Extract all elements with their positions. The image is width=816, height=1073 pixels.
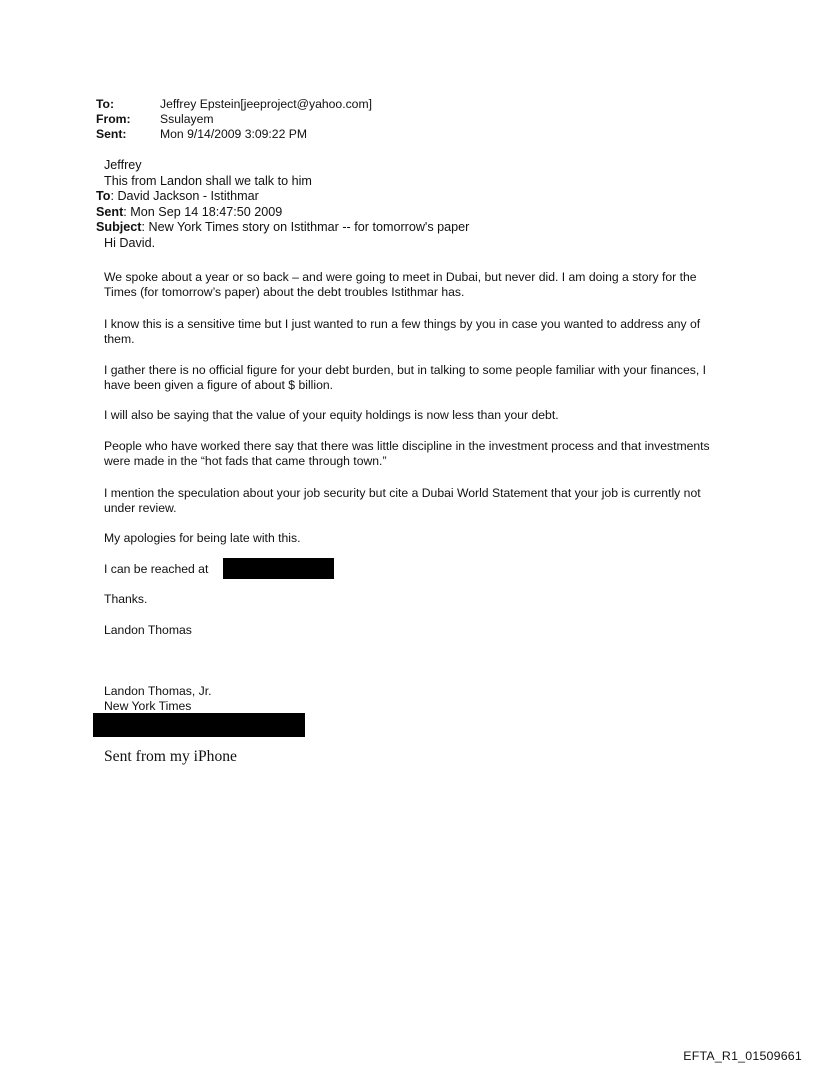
header-from-value: Ssulayem [160,112,214,126]
signature-organization: New York Times [104,699,192,713]
forward-note: This from Landon shall we talk to him [104,173,312,188]
header-sent-value: Mon 9/14/2009 3:09:22 PM [160,127,308,141]
message-paragraph-6: I mention the speculation about your job security but cite a Dubai World Statement that your job is currently not under review. [104,486,701,515]
header-from-label: From: [96,112,131,126]
message-paragraph-3: I gather there is no official figure for your debt burden, but in talking to some people familiar with your finances, I have been given a figure of about $ billion. [104,363,707,392]
header-sent-label: Sent: [96,127,127,141]
message-paragraph-5: People who have worked there say that there was little discipline in the investment process and that investments were made in the “hot fads that came through town.” [104,439,710,468]
redaction-phone-box [223,558,334,579]
header-from-row [96,112,372,127]
forward-sent-value: : Mon Sep 14 18:47:50 2009 [123,204,283,219]
forward-greeting: Jeffrey [104,158,142,172]
header-to-label: To: [96,97,115,111]
forward-to-line [96,189,469,205]
message-contact-line: I can be reached at [104,562,209,576]
forwarded-header [96,158,469,251]
message-signoff: Landon Thomas [104,623,192,637]
forward-to-label: To [96,189,111,203]
email-header [96,97,372,142]
message-paragraph-7: My apologies for being late with this. [104,531,301,545]
forward-to-value: : David Jackson - Istithmar [110,189,259,203]
message-thanks: Thanks. [104,592,148,606]
header-to-value: Jeffrey Epstein[jeeproject@yahoo.com] [160,97,372,111]
forward-sent-label: Sent [96,204,124,219]
signature-name: Landon Thomas, Jr. [104,684,212,698]
forward-sent-line [96,205,469,221]
header-sent-row [96,127,372,142]
message-paragraph-2: I know this is a sensitive time but I just wanted to run a few things by you in case you wanted to address any of them. [104,317,701,346]
sent-from-iphone: Sent from my iPhone [104,748,237,765]
message-salutation: Hi David. [104,235,156,250]
forward-subject-line [96,220,469,236]
message-paragraph-4: I will also be saying that the value of your equity holdings is now less than your debt. [104,408,559,422]
document-id: EFTA_R1_01509661 [683,1049,802,1063]
redaction-signature-box [93,713,305,737]
header-to-row [96,97,372,112]
forward-subject-label: Subject [96,220,142,234]
forward-subject-value: : New York Times story on Istithmar -- for tomorrow's paper [141,220,470,234]
message-paragraph-1: We spoke about a year or so back – and were going to meet in Dubai, but never did. I am doing a story for the Times (for tomorrow’s paper) about the debt troubles Istithmar has. [104,270,697,299]
